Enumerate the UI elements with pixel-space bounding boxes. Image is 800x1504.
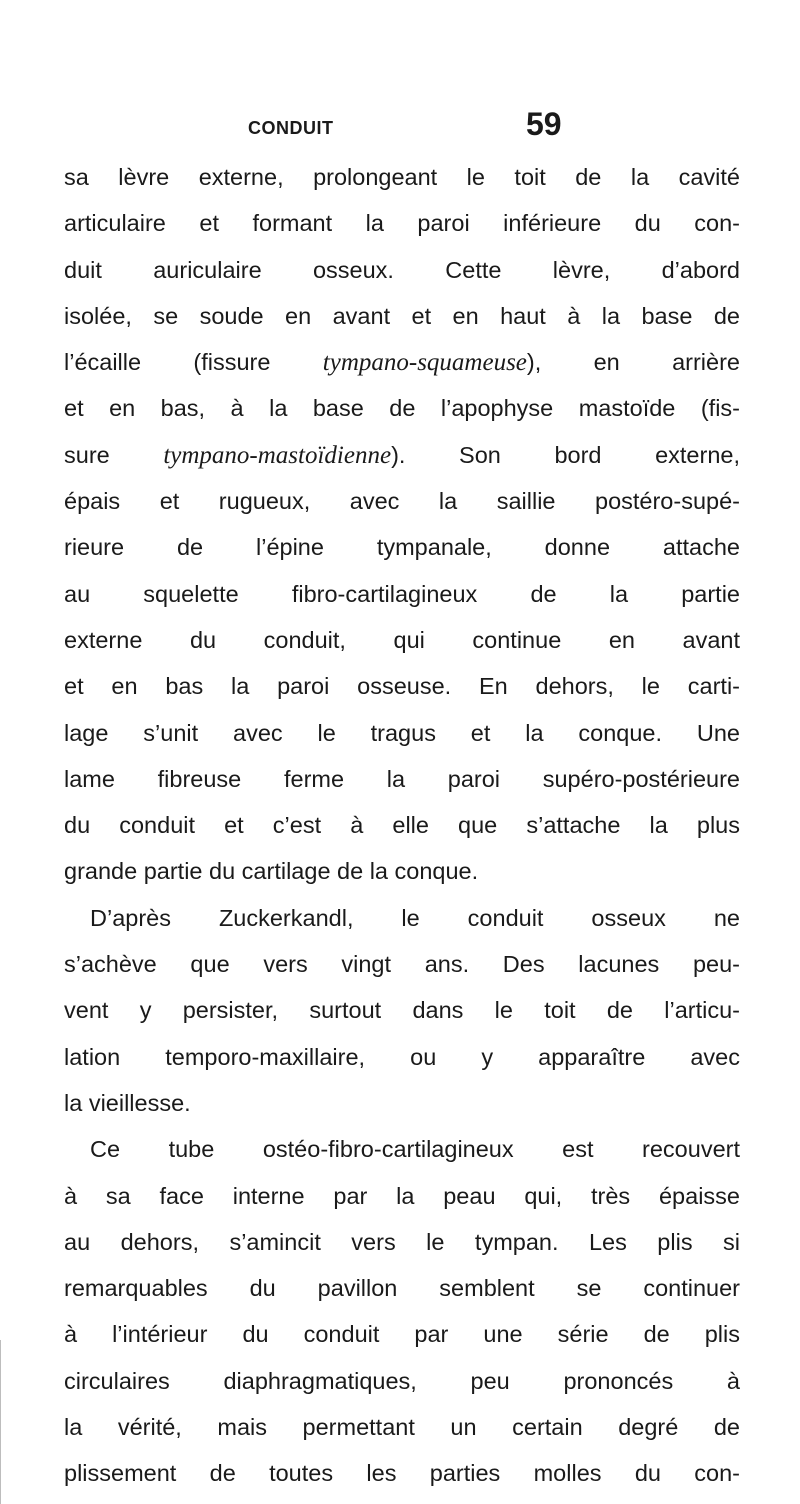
text-line: externe du conduit, qui continue en avant — [64, 626, 740, 653]
text-line: Ce tube ostéo-fibro-cartilagineux est recouvert — [90, 1136, 740, 1163]
text-line: grande partie du cartilage de la conque. — [64, 858, 479, 885]
text-line: la vérité, mais permettant un certain degré de — [64, 1414, 740, 1441]
text-line: et en bas la paroi osseuse. En dehors, le carti- — [64, 673, 740, 700]
text-line: lame fibreuse ferme la paroi supéro-postérieure — [64, 765, 740, 792]
text-segment: ). Son bord externe, — [391, 441, 740, 468]
text-line: épais et rugueux, avec la saillie postéro-supé- — [64, 488, 740, 515]
text-line — [64, 339, 740, 385]
text-line: au dehors, s’amincit vers le tympan. Les plis si — [64, 1228, 740, 1255]
text-line: à sa face interne par la peau qui, très épaisse — [64, 1182, 740, 1209]
text-line: lation temporo-maxillaire, ou y apparaître avec — [64, 1043, 740, 1070]
text-line: vent y persister, surtout dans le toit de l’articu- — [64, 997, 740, 1024]
text-line: articulaire et formant la paroi inférieure du con- — [64, 210, 740, 237]
italic-term: tympano-squameuse — [322, 349, 527, 377]
running-title: CONDUIT — [248, 118, 334, 138]
text-line: du conduit et c’est à elle que s’attache la plus — [64, 812, 740, 839]
text-line: remarquables du pavillon semblent se continuer — [64, 1275, 740, 1302]
text-line: duit auriculaire osseux. Cette lèvre, d’abord — [64, 256, 740, 283]
text-line — [64, 432, 740, 478]
text-line: plissement de toutes les parties molles du con- — [64, 1460, 740, 1487]
text-line: lage s’unit avec le tragus et la conque. Une — [64, 719, 740, 746]
text-line: D’après Zuckerkandl, le conduit osseux ne — [90, 904, 740, 931]
page-number: 59 — [526, 106, 562, 142]
text-line: au squelette fibro-cartilagineux de la partie — [64, 580, 740, 607]
page-edge-line — [0, 1340, 1, 1504]
text-line: et en bas, à la base de l’apophyse mastoïde (fis- — [64, 395, 740, 422]
text-segment: ), en arrière — [526, 349, 740, 376]
text-segment: l’écaille (fissure — [64, 349, 323, 376]
text-line: circulaires diaphragmatiques, peu prononcés à — [64, 1367, 740, 1394]
text-line: isolée, se soude en avant et en haut à la base de — [64, 302, 740, 329]
text-line: rieure de l’épine tympanale, donne attache — [64, 534, 740, 561]
text-line: à l’intérieur du conduit par une série de plis — [64, 1321, 740, 1348]
text-segment: sure — [64, 441, 164, 468]
text-line: sa lèvre externe, prolongeant le toit de la cavité — [64, 164, 740, 190]
text-line: la vieillesse. — [64, 1089, 191, 1116]
page-header — [0, 104, 800, 140]
text-line: s’achève que vers vingt ans. Des lacunes peu- — [64, 951, 740, 978]
body-text — [64, 154, 740, 1497]
italic-term: tympano-mastoïdienne — [163, 441, 392, 469]
